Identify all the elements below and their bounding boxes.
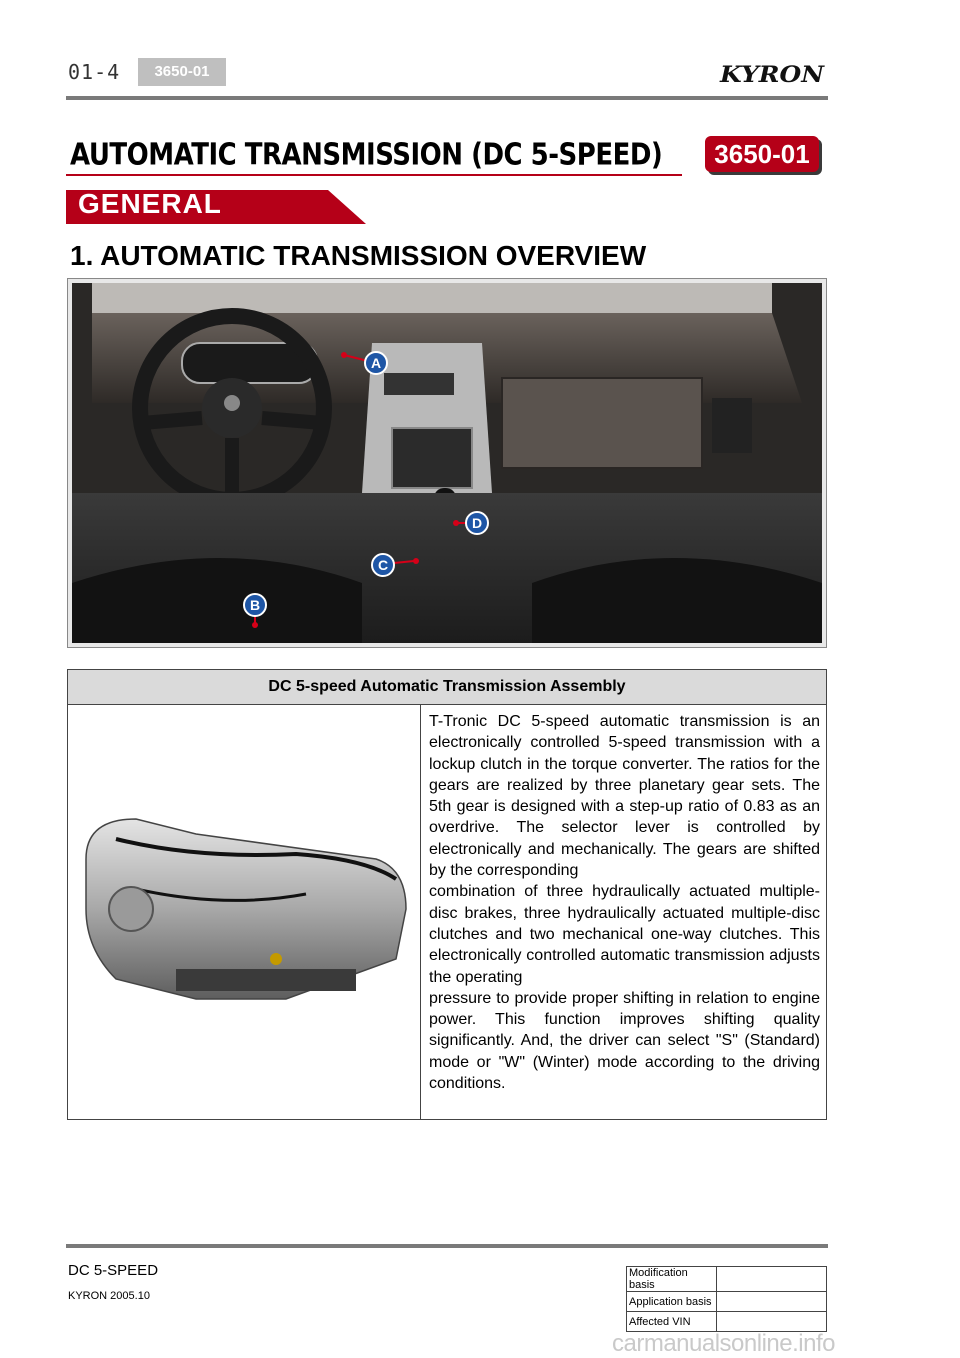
footer-subtitle: KYRON 2005.10 xyxy=(68,1290,150,1302)
page-number: 01-4 xyxy=(68,60,121,84)
page-title: AUTOMATIC TRANSMISSION (DC 5-SPEED) xyxy=(70,138,663,173)
application-basis-label: Application basis xyxy=(627,1292,717,1312)
description-paragraph-3: pressure to provide proper shifting in relation to engine power. This function improves shifting quality significantly. And, the driver can select "S" (Standard) mode or "W" (Winter) mode according to the driving conditions. xyxy=(429,989,820,1093)
header-section-tag: 3650-01 xyxy=(138,58,226,86)
svg-text:D: D xyxy=(471,515,483,531)
transmission-photo-cell xyxy=(68,705,421,1119)
code-badge: 3650-01 xyxy=(705,136,819,172)
dashboard-photo xyxy=(67,278,827,648)
general-banner-label: GENERAL xyxy=(78,188,222,219)
vin-row xyxy=(627,1312,827,1332)
affected-vin-value xyxy=(717,1312,827,1332)
modification-basis-label: Modification basis xyxy=(627,1267,717,1292)
dashboard-illustration xyxy=(72,283,822,643)
watermark: carmanualsonline.info xyxy=(612,1330,835,1357)
table-header: DC 5-speed Automatic Transmission Assembly xyxy=(68,670,826,705)
title-underline xyxy=(66,174,682,176)
svg-text:B: B xyxy=(249,597,261,613)
modification-row xyxy=(627,1267,827,1292)
description-paragraph-1: T-Tronic DC 5-speed automatic transmission is an electronically controlled 5-speed transmission with a lockup clutch in the torque converter. The ratios for the gears are realized by three planetary gear sets. The 5th gear is designed with a step-up ratio of 0.83 as an overdrive. The selector lever is controlled by electronically and mechanically. The gears are shifted by the corresponding xyxy=(429,713,820,880)
brand-text: KYRON xyxy=(718,62,826,86)
modification-table xyxy=(626,1266,827,1332)
footer-rule xyxy=(66,1244,828,1248)
description-text xyxy=(421,705,826,1119)
application-row xyxy=(627,1292,827,1312)
transmission-table xyxy=(67,669,827,1120)
description-paragraph-2: combination of three hydraulically actuated multiple-disc brakes, three hydraulically actuated multiple-disc clutches and two mechanical one-way clutches. This electronically controlled automatic transmission adjusts the operating xyxy=(429,883,820,986)
transmission-illustration xyxy=(76,799,416,1059)
modification-basis-value xyxy=(717,1267,827,1292)
kyron-logo xyxy=(718,62,828,86)
section-heading: 1. AUTOMATIC TRANSMISSION OVERVIEW xyxy=(70,240,647,271)
svg-text:A: A xyxy=(370,355,382,371)
header-rule xyxy=(66,96,828,100)
application-basis-value xyxy=(717,1292,827,1312)
footer-title: DC 5-SPEED xyxy=(68,1262,159,1279)
svg-text:C: C xyxy=(377,557,389,573)
affected-vin-label: Affected VIN xyxy=(627,1312,717,1332)
